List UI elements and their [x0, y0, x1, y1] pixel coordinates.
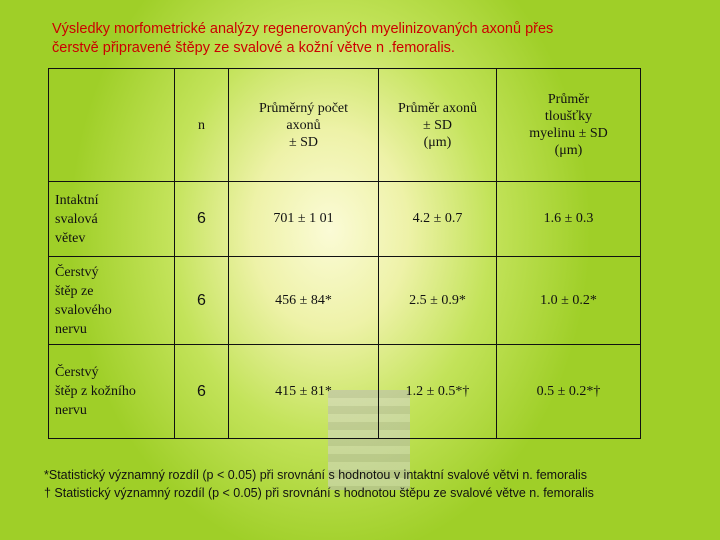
footnote-asterisk: *Statistický významný rozdíl (p < 0.05) při srovnání s hodnotou v intaktní svalové větvi n. femoralis: [44, 468, 587, 482]
header-empty-cell: [49, 69, 175, 182]
header-myelin-thickness: Průměr tloušťky myelinu ± SD (μm): [497, 69, 641, 182]
cell-axon-diameter: 2.5 ± 0.9*: [379, 257, 497, 345]
row-label-fresh-skin-graft: Čerstvý štěp z kožního nervu: [49, 345, 175, 439]
footnote-dagger: † Statistický významný rozdíl (p < 0.05) při srovnání s hodnotou štěpu ze svalové větve n. femoralis: [44, 486, 594, 500]
title-line-2: čerstvě připravené štěpy ze svalové a kožní větve n .femoralis.: [52, 40, 455, 56]
cell-myelin-thickness: 1.6 ± 0.3: [497, 182, 641, 257]
title-line-1: Výsledky morfometrické analýzy regenerovaných myelinizovaných axonů přes: [52, 21, 554, 37]
cell-n: 6: [175, 182, 229, 257]
cell-axon-diameter: 1.2 ± 0.5*†: [379, 345, 497, 439]
table-row: [49, 182, 641, 257]
table-header-row: [49, 69, 641, 182]
cell-axon-count: 456 ± 84*: [229, 257, 379, 345]
table-row: [49, 345, 641, 439]
cell-axon-count: 415 ± 81*: [229, 345, 379, 439]
morphometry-table: [48, 68, 641, 439]
table-row: [49, 257, 641, 345]
header-axon-count: Průměrný počet axonů ± SD: [229, 69, 379, 182]
cell-myelin-thickness: 1.0 ± 0.2*: [497, 257, 641, 345]
header-n: n: [175, 69, 229, 182]
cell-axon-count: 701 ± 1 01: [229, 182, 379, 257]
cell-axon-diameter: 4.2 ± 0.7: [379, 182, 497, 257]
footnotes: [44, 466, 704, 502]
page-title: [52, 20, 692, 58]
row-label-intact-muscle-branch: Intaktní svalová větev: [49, 182, 175, 257]
cell-n: 6: [175, 345, 229, 439]
header-axon-diameter: Průměr axonů ± SD (μm): [379, 69, 497, 182]
row-label-fresh-muscle-graft: Čerstvý štěp ze svalového nervu: [49, 257, 175, 345]
cell-n: 6: [175, 257, 229, 345]
cell-myelin-thickness: 0.5 ± 0.2*†: [497, 345, 641, 439]
